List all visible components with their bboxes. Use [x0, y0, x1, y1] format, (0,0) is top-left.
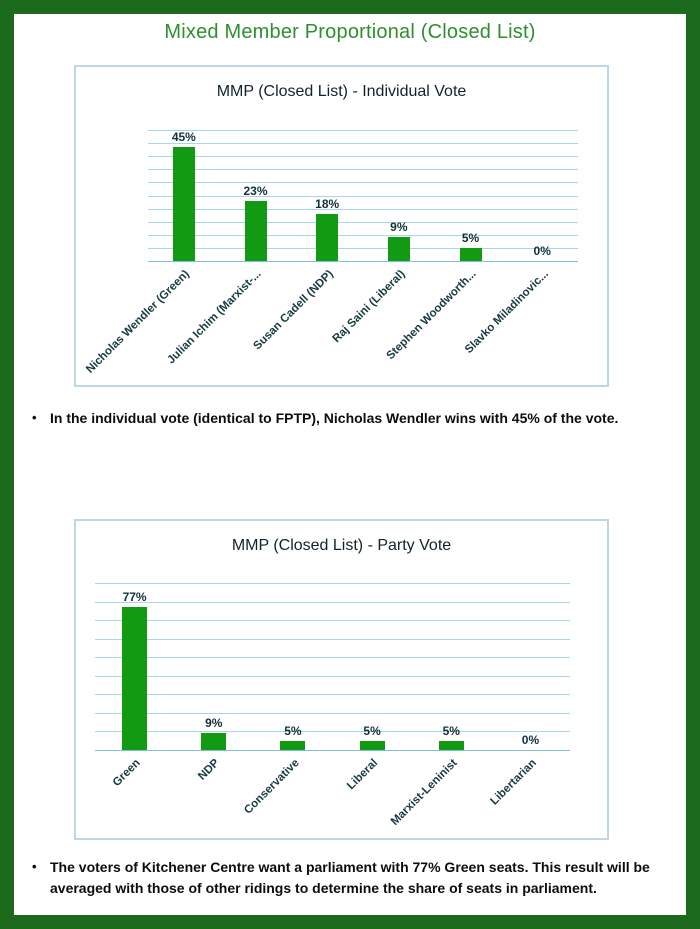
x-axis-label: Raj Saini (Liberal): [330, 268, 408, 346]
bar: [173, 147, 195, 261]
x-axis-label: Green: [111, 757, 144, 789]
bar-slot: [291, 130, 363, 261]
x-axis-label: Susan Cadell (NDP): [251, 268, 336, 353]
plot-area: [95, 583, 570, 750]
page-title: Mixed Member Proportional (Closed List): [164, 21, 536, 43]
bar: [439, 741, 464, 750]
bar-value-label: 5%: [442, 723, 460, 738]
chart-title: MMP (Closed List) - Party Vote: [231, 537, 452, 554]
bar: [316, 214, 338, 261]
bar: [360, 741, 385, 750]
bullet-item: [30, 857, 670, 899]
bar: [388, 237, 410, 261]
bar-value-label: 0%: [533, 244, 551, 258]
bullet-icon: •: [32, 859, 37, 874]
bar-value-label: 5%: [363, 723, 381, 738]
bar-value-label: 9%: [390, 220, 408, 235]
bar-value-label: 45%: [171, 130, 196, 144]
bullet-item: [30, 408, 670, 429]
x-axis-labels: [95, 750, 570, 840]
x-axis-labels: [84, 261, 578, 387]
bar-slot: [95, 583, 174, 750]
bar-slot: [412, 583, 491, 750]
x-axis-label: Nicholas Wendler (Green): [84, 268, 193, 376]
bar: [280, 741, 305, 750]
chart-individual-vote: [74, 65, 609, 387]
x-axis-label: Libertarian: [488, 757, 539, 808]
bullet-icon: •: [32, 410, 37, 425]
bar: [460, 248, 482, 261]
x-axis-label: NDP: [196, 757, 223, 783]
bar-slot: [220, 130, 292, 261]
bar-value-label: 5%: [284, 723, 302, 738]
bar-value-label: 5%: [461, 230, 480, 245]
bar-value-label: 0%: [521, 733, 540, 747]
bullet-text: In the individual vote (identical to FPTP), Nicholas Wendler wins with 45% of the vote.: [50, 410, 619, 426]
bar-value-label: 23%: [243, 183, 268, 198]
x-axis-label: Stephen Woodworth...: [384, 268, 479, 363]
x-axis-label: Julian Ichim (Marxist-...: [165, 268, 264, 367]
bar-slot: [491, 583, 570, 750]
x-axis-label: Marxist-Leninist: [388, 757, 460, 828]
bar-value-label: 18%: [315, 196, 340, 211]
bar: [201, 733, 226, 750]
bar-slot: [174, 583, 253, 750]
bar-slot: [506, 130, 578, 261]
bar: [245, 201, 267, 261]
bar-slot: [435, 130, 507, 261]
plot-area: [148, 130, 578, 261]
x-axis-label: Slavko Miladinovic...: [462, 268, 551, 357]
bullet-text: The voters of Kitchener Centre want a parliament with 77% Green seats. This result will be averaged with those of other ridings to determine the share of seats in parliament.: [50, 859, 650, 896]
x-axis-label: Liberal: [345, 757, 381, 793]
bar-value-label: 9%: [205, 716, 223, 731]
bar-slot: [333, 583, 412, 750]
bars-row: [95, 583, 570, 750]
bar-value-label: 77%: [122, 590, 147, 605]
bar-slot: [148, 130, 220, 261]
chart-party-vote: [74, 519, 609, 840]
chart-title: MMP (Closed List) - Individual Vote: [216, 83, 467, 100]
bars-row: [148, 130, 578, 261]
x-axis-label: Conservative: [241, 757, 302, 817]
bar-slot: [363, 130, 435, 261]
bar: [122, 607, 147, 750]
bar-slot: [253, 583, 332, 750]
